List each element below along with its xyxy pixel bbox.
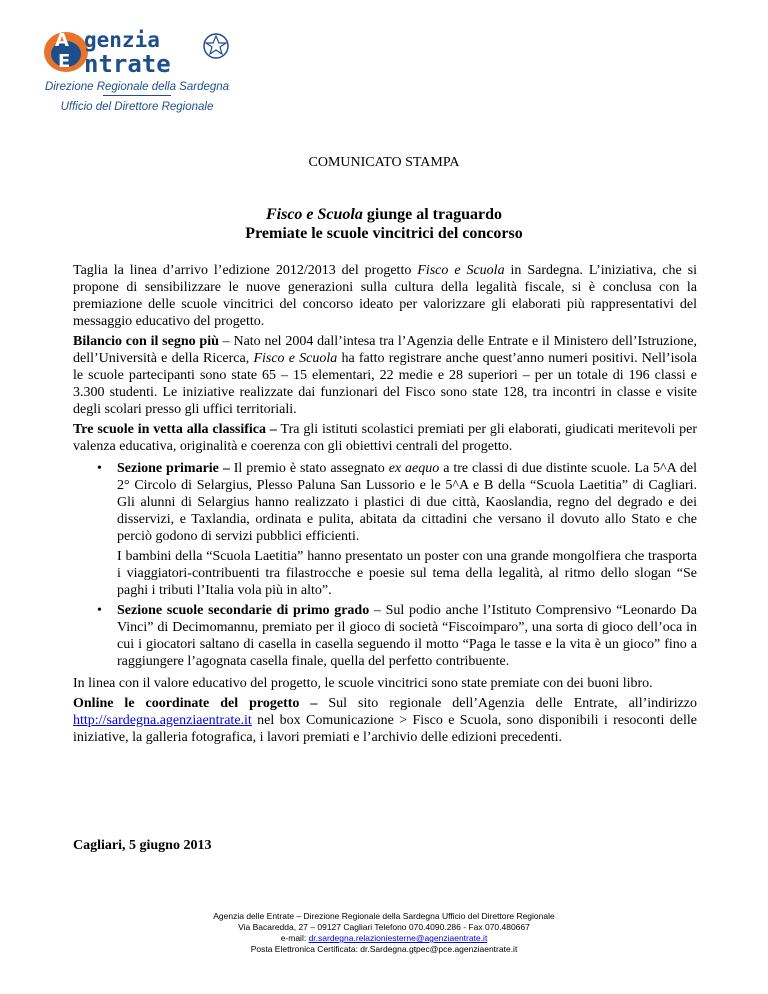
tre-scuole-heading: Tre scuole in vetta alla classifica –	[73, 422, 277, 437]
linea-paragraph: In linea con il valore educativo del progetto, le scuole vincitrici sono state premiate con dei buoni libro.	[73, 676, 653, 691]
website-link[interactable]: http://sardegna.agenziaentrate.it	[73, 713, 252, 728]
intro-italic: Fisco e Scuola	[417, 263, 505, 278]
primarie-text-a: Il premio è stato assegnato	[229, 461, 389, 476]
primarie-heading: Sezione primarie –	[117, 461, 230, 476]
intro-text-a: Taglia la linea d’arrivo l’edizione 2012/2013 del progetto	[73, 263, 418, 278]
bilancio-text-b: ha fatto registrare anche quest’anno numeri positivi. Nell’isola le scuole partecipanti sono state 65 – 15 elementari, 22 medie e 28 superiori – per un totale di 196 classi e 3.300 studenti. Le iniziative realizzate dai funzionari del Fisco sono state 128, tra incontri in classe e visite degli scolari presso gli uffici territoriali.	[73, 351, 698, 417]
logo-word-top: genzia	[84, 28, 160, 52]
footer-email-label: e-mail:	[280, 933, 309, 943]
online-text-a: Sul sito regionale dell’Agenzia delle Entrate, all’indirizzo	[317, 696, 698, 711]
secondarie-text: – Sul podio anche l’Istituto Comprensivo “Leonardo Da Vinci” di Decimomannu, premiato per il gioco di società “Fiscoimparo”, una sorta di gioco dell’oca in cui i giocatori saltano di casella in casella seguendo il motto “Paga le tasse e la vita è un gioco” fino a raggiungere l’agognata casella finale, quella del perfetto contribuente.	[117, 603, 697, 669]
logo-letter-e: E	[58, 51, 71, 72]
direzione-label: Direzione Regionale della Sardegna	[44, 81, 230, 93]
bilancio-text-a: – Nato nel 2004 dall’intesa tra l’Agenzia delle Entrate e il Ministero dell’Istruzione, dell’Università e della Ricerca,	[73, 334, 697, 366]
list-item-secondarie	[73, 602, 697, 670]
online-heading: Online le coordinate del progetto –	[73, 696, 318, 711]
primarie-italic: ex aequo	[388, 461, 440, 476]
ufficio-label: Ufficio del Direttore Regionale	[60, 101, 214, 113]
agenzia-entrate-logo	[40, 20, 230, 80]
footer-email-line	[0, 933, 768, 944]
department-header	[37, 80, 237, 114]
bilancio-italic: Fisco e Scuola	[253, 351, 338, 366]
bullet-icon: •	[97, 461, 102, 476]
footer-line-4: Posta Elettronica Certificata: dr.Sardegna.gtpec@pce.agenziaentrate.it	[250, 944, 518, 954]
online-paragraph	[73, 695, 697, 746]
press-body	[73, 262, 697, 749]
tre-scuole-text: Tra gli istituti scolastici premiati per gli elaborati, giudicati meritevoli per valenza educativa, originalità e coerenza con gli obiettivi centrali del progetto.	[73, 422, 697, 454]
online-text-b: nel box Comunicazione > Fisco e Scuola, sono disponibili i resoconti delle iniziative, la galleria fotografica, i lavori premiati e l’archivio delle edizioni precedenti.	[73, 713, 697, 745]
bullet-icon: •	[97, 603, 102, 618]
footer-line-1: Agenzia delle Entrate – Direzione Regionale della Sardegna Ufficio del Direttore Regionale	[213, 911, 555, 921]
title-line	[0, 205, 768, 224]
comunicato-label: COMUNICATO STAMPA	[308, 155, 460, 170]
bilancio-paragraph	[73, 333, 697, 418]
emblem-icon	[204, 34, 228, 58]
logo-letter-a: A	[55, 30, 69, 51]
primarie-text-b: a tre classi di due distinte scuole. La 5^A del 2° Circolo di Selargius, Plesso Paluna San Lussorio e le 5^A e B della “Scuola Laetitia” di Cagliari. Gli alunni di Selargius hanno realizzato i plastici di due città, Kaoslandia, regno del degrado e dei disservizi, e Taxlandia, ordinata e pulita, abitata da cittadini che versano il dovuto allo Stato e che perciò godono di servizi pubblici efficienti.	[117, 461, 697, 544]
subtitle-line: Premiate le scuole vincitrici del concorso	[245, 225, 523, 242]
press-date: Cagliari, 5 giugno 2013	[73, 838, 212, 853]
list-item-primarie	[73, 460, 697, 545]
footer-email-link[interactable]: dr.sardegna.relazioniesterne@agenziaentrate.it	[308, 933, 488, 943]
title-italic: Fisco e Scuola	[265, 206, 363, 223]
intro-text-b: in Sardegna. L’iniziativa, che si propone di sensibilizzare le nuove generazioni sulla cultura della legalità fiscale, si è conclusa con la premiazione delle scuole vincitrici del concorso ideato per valorizzare gli elaborati più rappresentativi del messaggio educativo del progetto.	[73, 263, 698, 329]
intro-paragraph	[73, 262, 697, 330]
tre-scuole-paragraph	[73, 421, 697, 455]
secondarie-heading: Sezione scuole secondarie di primo grado	[117, 603, 370, 618]
bambini-paragraph: I bambini della “Scuola Laetitia” hanno presentato un poster con una grande mongolfiera che trasporta i viaggiatori-contribuenti tra filastrocche e poesie sul tema della legalità, al ritmo dello slogan “Se paghi i tributi l’Italia vola più in alto”.	[117, 549, 697, 598]
logo-word-bottom: ntrate	[84, 50, 171, 78]
footer	[0, 911, 768, 955]
footer-line-2: Via Bacaredda, 27 – 09127 Cagliari Telefono 070.4090.286 - Fax 070.480667	[238, 922, 530, 932]
bilancio-heading: Bilancio con il segno più	[73, 334, 219, 349]
title-rest: giunge al traguardo	[362, 206, 502, 223]
press-title	[0, 205, 768, 243]
